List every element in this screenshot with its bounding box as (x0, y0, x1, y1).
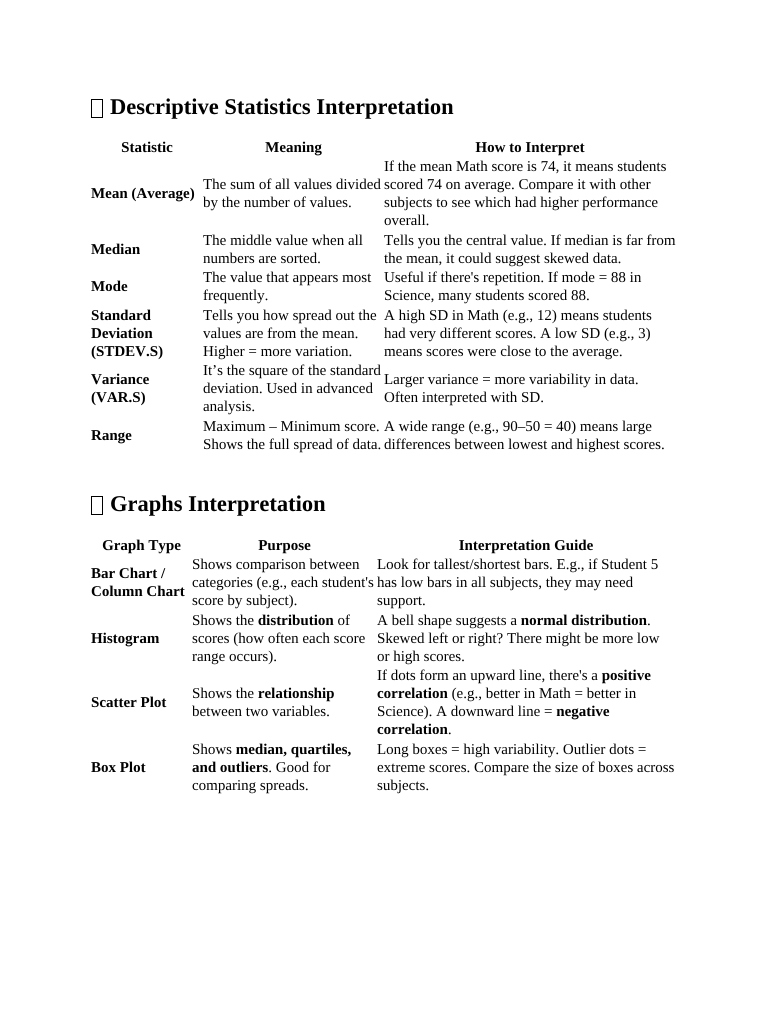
graph-guide-bold-term: negative correlation (377, 704, 610, 738)
graph-purpose-text: Shows (192, 741, 236, 758)
graph-guide-text: (e.g., better in Math = better in Science). A downward line = (377, 686, 637, 720)
graph-purpose-bold-term: relationship (257, 686, 335, 702)
missing-glyph-icon (91, 99, 103, 118)
statistic-row (91, 417, 676, 455)
graph-guide-text: Long boxes = high variability. Outlier dots = extreme scores. Compare the size of boxes across subjects. (377, 741, 675, 794)
graph-guide-text: Look for tallest/shortest bars. E.g., if Student 5 has low bars in all subjects, they may need support. (377, 557, 659, 609)
section-title-graphs (91, 491, 326, 517)
statistic-meaning: The value that appears most frequently. (203, 270, 372, 304)
graph-guide-text: If dots form an upward line, there's a (377, 668, 602, 684)
statistic-row (91, 231, 676, 269)
graph-guide-bold-term: normal distribution (520, 612, 648, 629)
graph-purpose (192, 611, 377, 667)
statistic-interpretation: A high SD in Math (e.g., 12) means students had very different scores. A low SD (e.g., 3) means scores were close to the average. (384, 307, 652, 360)
graph-purpose (192, 666, 377, 740)
missing-glyph-icon (91, 496, 103, 515)
statistic-meaning: The middle value when all numbers are sorted. (203, 232, 363, 267)
graph-interpretation-guide (377, 611, 675, 667)
statistic-interpretation: Useful if there's repetition. If mode = 88 in Science, many students scored 88. (384, 270, 642, 304)
graph-type: Histogram (91, 630, 160, 647)
graph-guide-bold-term: positive correlation (377, 668, 651, 702)
column-header-graph-type: Graph Type (102, 537, 181, 554)
graph-purpose (192, 555, 377, 611)
statistic-name: Variance (VAR.S) (91, 372, 150, 406)
graph-row (91, 666, 675, 740)
statistic-name: Mean (Average) (91, 186, 195, 202)
table-header-row (91, 536, 675, 556)
graph-purpose-text: Shows the (192, 686, 258, 702)
statistic-row (91, 306, 676, 362)
graph-interpretation-guide (377, 740, 675, 796)
statistic-meaning: The sum of all values divided by the number of values. (203, 177, 381, 211)
statistic-row (91, 157, 676, 231)
graph-interpretation-guide (377, 555, 675, 611)
graph-interpretation-guide (377, 666, 675, 740)
column-header-meaning: Meaning (265, 139, 322, 156)
graph-purpose-text: between two variables. (192, 704, 330, 720)
graph-type: Scatter Plot (91, 695, 167, 711)
graphs-interpretation-table (91, 536, 675, 796)
statistic-interpretation: Tells you the central value. If median is far from the mean, it could suggest skewed data. (384, 232, 676, 267)
statistic-name: Mode (91, 279, 128, 295)
table-header-row (91, 138, 676, 158)
statistic-interpretation: Larger variance = more variability in data. Often interpreted with SD. (384, 372, 639, 406)
graph-purpose-text: of scores (how often each score range occurs). (192, 612, 366, 665)
section-title-descriptive-statistics (91, 94, 454, 120)
graph-purpose-bold-term: distribution (257, 612, 334, 629)
column-header-how-to-interpret: How to Interpret (475, 139, 585, 156)
graph-row (91, 555, 675, 611)
statistic-interpretation: If the mean Math score is 74, it means students scored 74 on average. Compare it with other subjects to see which had higher performance overall. (384, 159, 667, 229)
statistic-meaning: It’s the square of the standard deviation. Used in advanced analysis. (203, 363, 381, 415)
graph-type: Box Plot (91, 759, 146, 776)
graph-purpose-text: Shows the (192, 612, 258, 629)
graph-purpose-bold-term: median, quartiles, and outliers (192, 741, 352, 776)
graph-row (91, 740, 675, 796)
statistic-name: Median (91, 241, 141, 258)
graph-purpose-text: Shows comparison between categories (e.g., each student's score by subject). (192, 557, 374, 609)
descriptive-statistics-table (91, 138, 676, 455)
statistic-name: Range (91, 427, 132, 444)
graph-type: Bar Chart / Column Chart (91, 566, 185, 600)
statistic-row (91, 268, 676, 306)
graph-row (91, 611, 675, 667)
graph-guide-text: A bell shape suggests a (377, 612, 521, 629)
graph-guide-text: . Skewed left or right? There might be more low or high scores. (377, 612, 660, 665)
graph-guide-text: . (447, 722, 452, 738)
statistic-meaning: Tells you how spread out the values are from the mean. Higher = more variation. (203, 307, 377, 360)
column-header-interpretation-guide: Interpretation Guide (458, 537, 594, 554)
statistic-row (91, 361, 676, 417)
statistic-meaning: Maximum – Minimum score. Shows the full spread of data. (203, 418, 382, 453)
column-header-statistic: Statistic (121, 139, 173, 156)
graph-purpose (192, 740, 377, 796)
section-title-text: Graphs Interpretation (110, 491, 326, 516)
statistic-interpretation: A wide range (e.g., 90–50 = 40) means large differences between lowest and highest scores. (384, 418, 665, 453)
column-header-purpose: Purpose (258, 537, 311, 554)
section-title-text: Descriptive Statistics Interpretation (110, 94, 454, 119)
statistic-name: Standard Deviation (STDEV.S) (91, 307, 164, 360)
graph-purpose-text: . Good for comparing spreads. (192, 759, 331, 794)
